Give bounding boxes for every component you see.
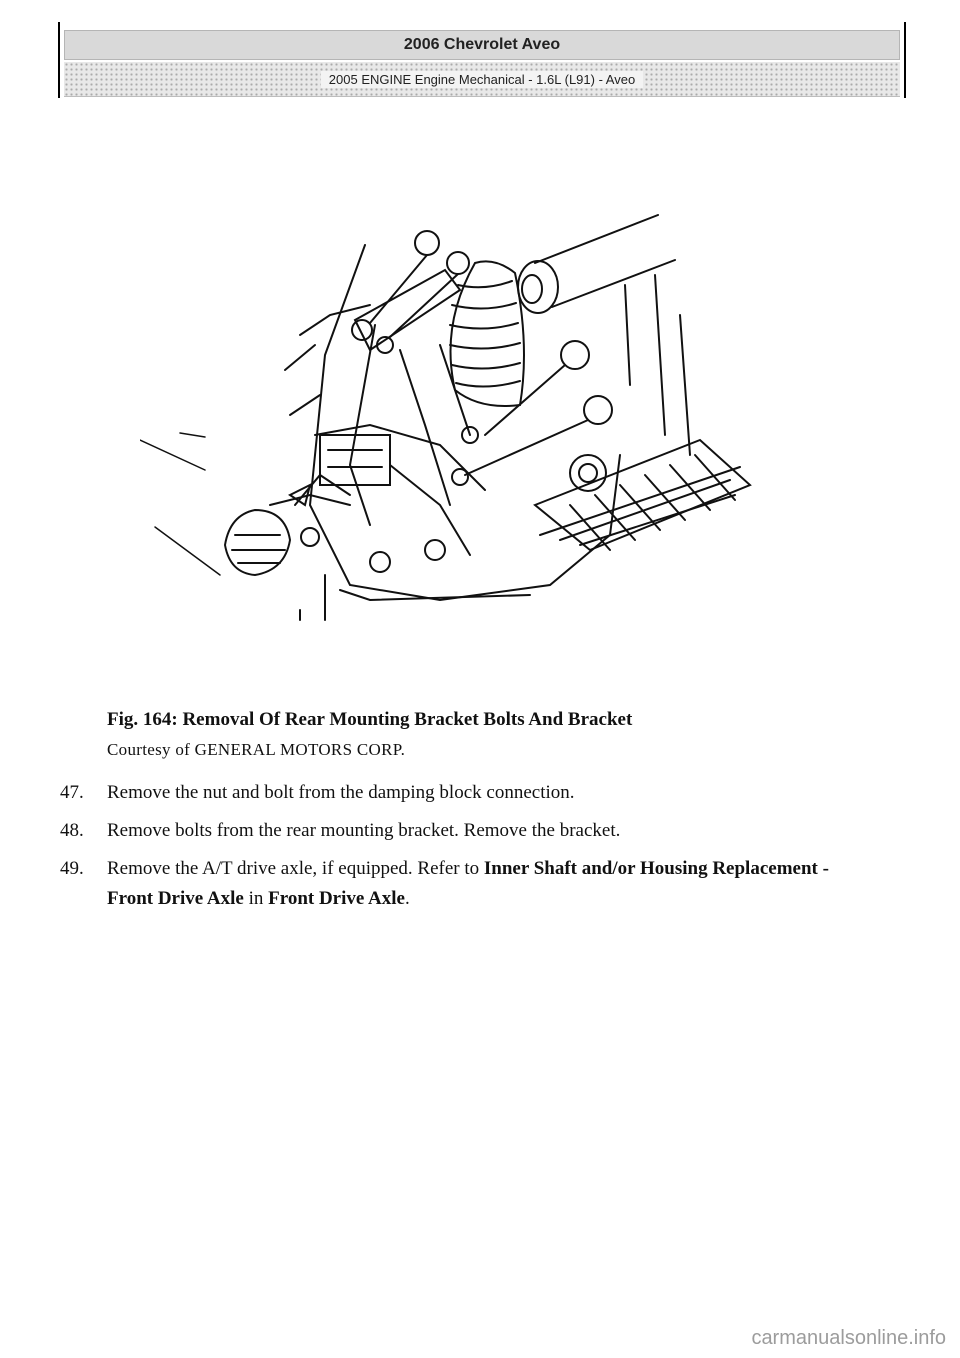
step-text: Remove bolts from the rear mounting bracket. Remove the bracket.: [107, 820, 621, 841]
drive-axle-shaft: [518, 215, 675, 313]
link-inner-shaft-housing-replacement[interactable]: Inner Shaft and/or Housing Replacement - Front Drive Axle: [107, 858, 829, 909]
figure-title: Fig. 164: Removal Of Rear Mounting Bracket Bolts And Bracket: [107, 709, 633, 730]
step-number: 47.: [60, 782, 84, 803]
step-48: [60, 816, 860, 846]
lower-mount: [225, 495, 530, 620]
document-title: 2006 Chevrolet Aveo: [64, 30, 900, 60]
header-left-rule: [58, 22, 60, 98]
step-49: [60, 854, 860, 914]
step-47: [60, 778, 860, 808]
figure-caption: [107, 705, 827, 765]
procedure-steps: [60, 778, 860, 922]
leader-lines: [140, 433, 220, 575]
step-number: 48.: [60, 820, 84, 841]
document-subtitle: 2005 ENGINE Engine Mechanical - 1.6L (L91) - Aveo: [321, 71, 643, 88]
watermark: carmanualsonline.info: [751, 1327, 946, 1349]
frame-rail: [535, 275, 750, 550]
figure-credit: Courtesy of GENERAL MOTORS CORP.: [107, 740, 406, 759]
cv-boot: [450, 261, 524, 406]
step-text: [107, 854, 860, 914]
link-front-drive-axle[interactable]: Front Drive Axle: [268, 888, 405, 909]
step-text-after: .: [404, 888, 410, 909]
step-text-middle: in: [243, 888, 269, 909]
document-subtitle-bar: [64, 62, 900, 97]
header-right-rule: [904, 22, 906, 98]
transmission-housing: [285, 245, 620, 600]
engine-bracket-illustration: [140, 205, 760, 625]
page-header: [58, 22, 906, 98]
step-text-before: Remove the A/T drive axle, if equipped. Refer to: [107, 858, 484, 879]
step-text: Remove the nut and bolt from the damping block connection.: [107, 782, 575, 803]
step-number: 49.: [60, 858, 84, 879]
